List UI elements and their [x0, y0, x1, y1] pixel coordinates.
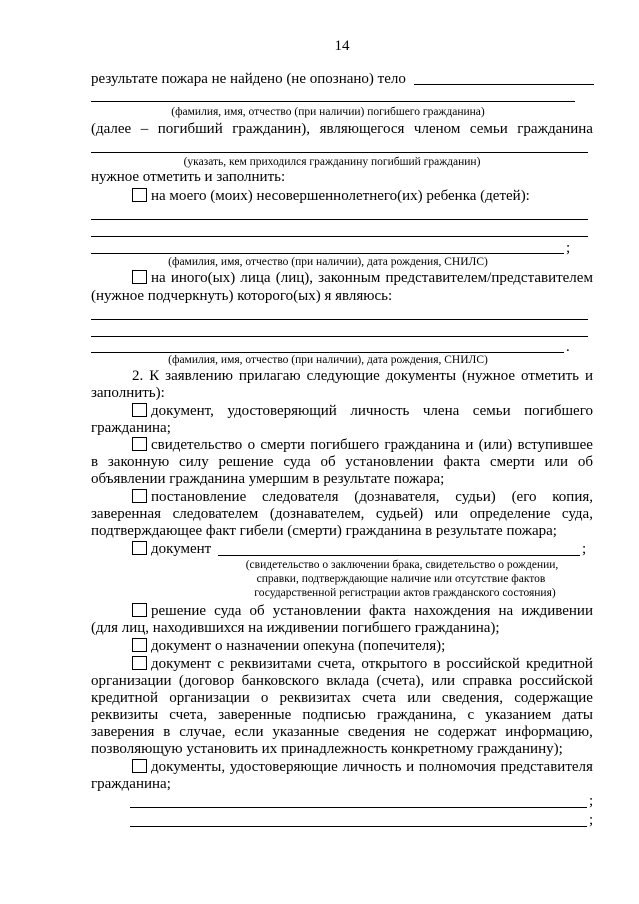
word: или — [544, 454, 569, 470]
word: в — [433, 656, 441, 672]
text-line-justified — [91, 121, 593, 138]
word: суда — [214, 603, 242, 619]
doc-identity-first — [132, 403, 214, 420]
word: на — [498, 603, 514, 619]
word: российской — [519, 673, 593, 689]
word: силу — [179, 454, 209, 470]
word: информацию, — [505, 724, 593, 740]
checkbox-other[interactable] — [132, 270, 147, 284]
word: гражданина, — [376, 707, 457, 723]
semicolon: ; — [589, 812, 594, 828]
semicolon: ; — [582, 541, 587, 557]
word: и — [406, 759, 415, 775]
word: постановление — [151, 489, 247, 505]
word: свидетельство — [151, 437, 243, 453]
word: (дознавателя, — [354, 489, 440, 505]
blank-field[interactable] — [414, 70, 594, 85]
blank-field[interactable] — [91, 352, 564, 353]
blank-field[interactable] — [130, 807, 587, 808]
blank-field[interactable] — [91, 236, 588, 237]
blank-field[interactable] — [91, 319, 588, 320]
checkbox-doc-other[interactable] — [132, 541, 147, 555]
word: и — [465, 437, 474, 453]
word: гражданин), — [232, 121, 311, 137]
word: содержащие — [514, 690, 593, 706]
word: К — [149, 368, 160, 384]
word: счета, — [317, 656, 356, 672]
word: представителем/представителем — [385, 270, 593, 286]
word: смерти — [490, 454, 535, 470]
doc-investigator-first — [132, 489, 246, 506]
option-other-first — [132, 270, 166, 287]
doc-bank — [132, 656, 593, 673]
blank-field[interactable] — [130, 826, 587, 827]
word: следующие — [306, 368, 380, 384]
word: документ, — [151, 403, 214, 419]
word: или — [407, 690, 431, 706]
word: реквизитах — [279, 690, 351, 706]
doc-other — [132, 541, 211, 558]
word: отметить — [521, 368, 580, 384]
doc-identity-line2: гражданина; — [91, 420, 171, 436]
doc-guardian — [132, 638, 445, 655]
word: в — [163, 724, 171, 740]
word: являющегося — [319, 121, 405, 137]
doc-investigator — [132, 489, 593, 506]
word: заверения — [91, 724, 155, 740]
word: в — [91, 454, 99, 470]
checkbox-doc-guardian[interactable] — [132, 638, 147, 652]
word: о — [260, 690, 269, 706]
word: представителя — [500, 759, 593, 775]
doc-dependency-first — [132, 603, 206, 620]
word: полномочия — [418, 759, 496, 775]
blank-field[interactable] — [91, 219, 588, 220]
word: членом — [413, 121, 461, 137]
word: семьи — [472, 403, 511, 419]
word: члена — [422, 403, 460, 419]
word: на — [151, 270, 166, 286]
word: прилагаю — [238, 368, 301, 384]
word: факта — [443, 454, 481, 470]
word: счета, — [169, 707, 207, 723]
checkbox-doc-investigator[interactable] — [132, 489, 147, 503]
doc-representative — [132, 759, 593, 776]
checkbox-doc-dependency[interactable] — [132, 603, 147, 617]
doc-other-label: документ — [151, 541, 212, 557]
word: если — [234, 724, 264, 740]
word: подписью — [302, 707, 366, 723]
word: содержат — [437, 724, 497, 740]
word: гражданина — [517, 121, 593, 137]
word: открытого — [361, 656, 428, 672]
doc-death-first — [132, 437, 242, 454]
blank-field[interactable] — [91, 336, 588, 337]
word: даты — [562, 707, 593, 723]
word: судьей) — [375, 506, 424, 522]
word: определение — [469, 506, 551, 522]
word: установлении — [345, 454, 434, 470]
word: банковского — [241, 673, 319, 689]
word: суда, — [561, 506, 593, 522]
caption-deceased-fio: (фамилия, имя, отчество (при наличии) погибшего гражданина) — [171, 106, 485, 118]
word: (нужное — [462, 368, 516, 384]
blank-field[interactable] — [91, 152, 588, 153]
caption-doc-other-1: (свидетельство о заключении брака, свидетельство о рождении, — [245, 559, 559, 571]
option-child — [132, 188, 530, 205]
option-other — [132, 270, 593, 287]
word: документы — [385, 368, 457, 384]
word: или — [431, 673, 456, 689]
word: решение — [218, 454, 274, 470]
word: документ — [151, 656, 212, 672]
word: вступившее — [517, 437, 593, 453]
word: (или) — [478, 437, 513, 453]
word: нахождения — [414, 603, 491, 619]
doc-representative-line2: гражданина; — [91, 776, 171, 792]
checkbox-doc-death-cert[interactable] — [132, 437, 147, 451]
word: семьи — [469, 121, 508, 137]
word: заявлению — [165, 368, 233, 384]
word: указанием — [485, 707, 552, 723]
word: удостоверяющие — [229, 759, 338, 775]
word: законную — [107, 454, 170, 470]
word: заверенная — [91, 506, 162, 522]
caption-other-fio: (фамилия, имя, отчество (при наличии), дата рождения, СНИЛС) — [168, 354, 488, 366]
word: (договор — [178, 673, 235, 689]
word: 2. — [132, 368, 144, 384]
doc-bank-line5 — [91, 724, 593, 741]
word: иждивении — [521, 603, 593, 619]
text-note: нужное отметить и заполнить: — [91, 169, 286, 185]
doc-bank-line4 — [91, 707, 593, 724]
doc-dependency-line2: (для лиц, находившихся на иждивении погибшего гражданина); — [91, 620, 500, 636]
word: факта — [369, 603, 406, 619]
doc-representative-first — [132, 759, 225, 776]
word: (его — [511, 489, 537, 505]
word: гражданина — [384, 437, 461, 453]
word: (лиц), — [275, 270, 313, 286]
option-child-label: на моего (моих) несовершеннолетнего(их) ребенка (детей): — [151, 188, 530, 204]
word: сведения — [347, 724, 406, 740]
word: организации — [91, 673, 172, 689]
section-2-heading — [132, 368, 593, 385]
blank-field[interactable] — [91, 253, 564, 254]
caption-relation: (указать, кем приходился гражданину погибший гражданин) — [183, 156, 481, 168]
word: погибшего — [310, 437, 380, 453]
doc-bank-line3 — [91, 690, 593, 707]
word: случае, — [179, 724, 226, 740]
word: об — [249, 603, 265, 619]
blank-field[interactable] — [91, 101, 575, 102]
word: российской — [446, 656, 520, 672]
word: решение — [151, 603, 207, 619]
doc-bank-first — [132, 656, 211, 673]
checkbox-doc-bank[interactable] — [132, 656, 147, 670]
word: законным — [318, 270, 381, 286]
word: счета — [362, 690, 397, 706]
word: указанные — [272, 724, 340, 740]
word: заверенные — [218, 707, 292, 723]
doc-dependency — [132, 603, 593, 620]
word: (счета), — [376, 673, 425, 689]
checkbox-doc-representative[interactable] — [132, 759, 147, 773]
word: кредитной — [91, 690, 159, 706]
word: смерти — [260, 437, 306, 453]
word: лица — [240, 270, 271, 286]
section-2-line2: заполнить): — [91, 385, 165, 401]
word: следователя — [262, 489, 339, 505]
word: о — [247, 437, 256, 453]
word: (дознавателем, — [269, 506, 365, 522]
word: погибшего — [524, 403, 593, 419]
word: иного(ых) — [170, 270, 236, 286]
period: . — [566, 339, 570, 355]
caption-doc-other-3: государственной регистрации актов гражданского состояния) — [254, 587, 556, 599]
word: личность — [342, 759, 402, 775]
word: об — [320, 454, 336, 470]
word: справка — [462, 673, 513, 689]
doc-identity — [132, 403, 593, 420]
page-number: 14 — [334, 38, 350, 54]
doc-guardian-label: документ о назначении опекуна (попечителя); — [151, 638, 446, 654]
word: организации — [169, 690, 250, 706]
text-other-line2: (нужное подчеркнуть) которого(ых) я являюсь: — [91, 288, 393, 304]
semicolon: ; — [589, 793, 594, 809]
word: вклада — [326, 673, 370, 689]
word: кредитной — [525, 656, 593, 672]
word: реквизиты — [91, 707, 159, 723]
caption-child-fio: (фамилия, имя, отчество (при наличии), дата рождения, СНИЛС) — [168, 256, 488, 268]
checkbox-child[interactable] — [132, 188, 147, 202]
text-fire-body: результате пожара не найдено (не опознано) тело — [91, 71, 406, 87]
doc-investigator-line2 — [91, 506, 593, 523]
doc-investigator-line3: подтверждающее факт гибели (смерти) гражданина в результате пожара; — [91, 523, 557, 539]
word: с — [467, 707, 475, 723]
word: удостоверяющий — [227, 403, 337, 419]
word: об — [577, 454, 593, 470]
word: документы, — [151, 759, 226, 775]
word: установлении — [272, 603, 361, 619]
doc-death-line2 — [91, 454, 593, 471]
word: и — [584, 368, 593, 384]
word: следователем — [172, 506, 259, 522]
word: реквизитами — [230, 656, 312, 672]
doc-bank-line6: позволяющую установить их принадлежность конкретному гражданину); — [91, 741, 563, 757]
semicolon: ; — [566, 240, 571, 256]
word: суда — [283, 454, 311, 470]
word: копия, — [552, 489, 593, 505]
word: (далее — [91, 121, 132, 137]
doc-bank-line2 — [91, 673, 593, 690]
checkbox-doc-identity[interactable] — [132, 403, 147, 417]
doc-death-cert — [132, 437, 593, 454]
word: – — [140, 121, 149, 137]
word: или — [434, 506, 459, 522]
doc-death-line3: объявлении гражданина умершим в результате пожара; — [91, 471, 445, 487]
word: сведения, — [441, 690, 504, 706]
text-line — [91, 70, 594, 88]
word: с — [217, 656, 224, 672]
word: личность — [350, 403, 410, 419]
word: погибший — [157, 121, 223, 137]
caption-doc-other-2: справки, подтверждающие наличие или отсутствие фактов — [256, 573, 546, 585]
blank-field[interactable] — [218, 555, 580, 556]
word: судьи) — [455, 489, 496, 505]
word: не — [414, 724, 429, 740]
